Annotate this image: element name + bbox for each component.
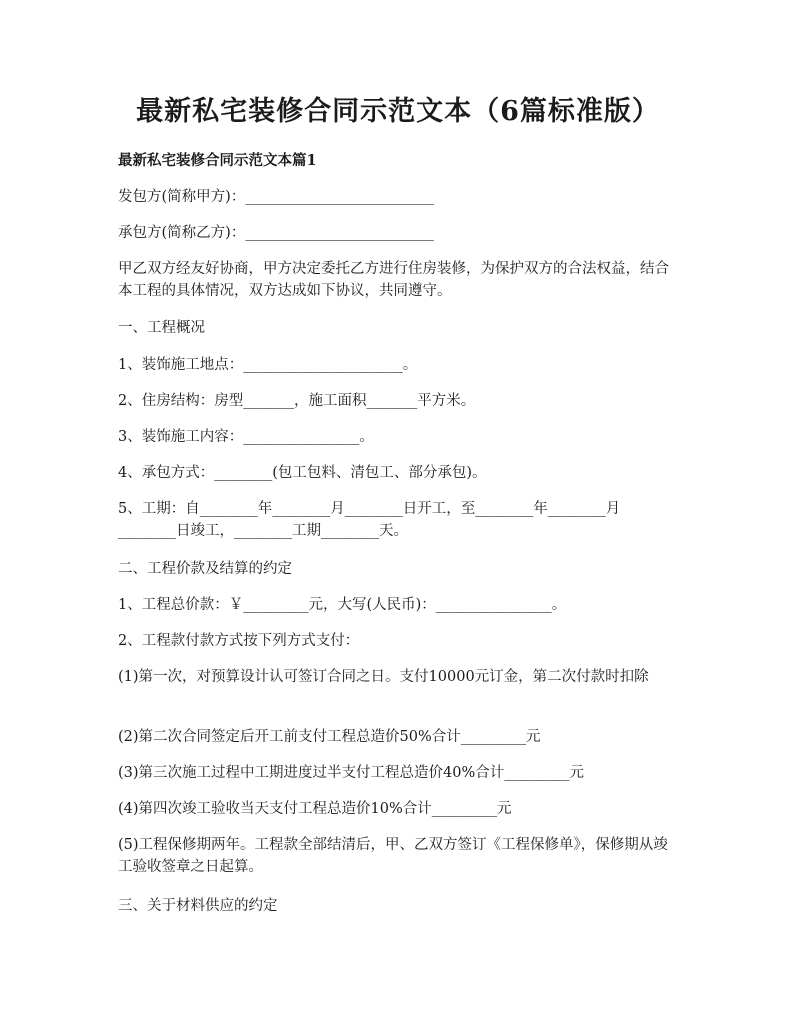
paragraph-party-a: 发包方(简称甲方)：__________________________ [118,189,434,205]
paragraph-contract-method: 4、承包方式：________(包工包料、清包工、部分承包)。 [118,465,487,481]
paragraph-payment-1: (1)第一次，对预算设计认可签订合同之日。支付10000元订金，第二次付款时扣除 [118,669,649,685]
paragraph-party-b: 承包方(简称乙方)：__________________________ [118,225,434,241]
heading-project-overview: 一、工程概况 [118,320,205,336]
paragraph-structure: 2、住房结构：房型_______，施工面积_______平方米。 [118,393,476,409]
paragraph-payment-3: (3)第三次施工过程中工期进度过半支付工程总造价40%合计_________元 [118,765,585,781]
section-title: 最新私宅装修合同示范文本篇1 [118,152,317,169]
heading-price-settlement: 二、工程价款及结算的约定 [118,561,292,577]
document-title: 最新私宅装修合同示范文本（6篇标准版） [136,96,660,127]
paragraph-content: 3、装饰施工内容：________________。 [118,429,374,445]
paragraph-payment-method: 2、工程款付款方式按下列方式支付： [118,633,360,649]
paragraph-location: 1、装饰施工地点：______________________。 [118,357,418,373]
heading-material-supply: 三、关于材料供应的约定 [118,898,278,914]
paragraph-total-price: 1、工程总价款：￥_________元，大写(人民币)：________________。 [118,597,567,613]
paragraph-payment-2: (2)第二次合同签定后开工前支付工程总造价50%合计_________元 [118,729,541,745]
paragraph-duration: 5、工期：自________年________月________日开工，至________年________月________日竣工，________工期________天。 [118,501,621,539]
paragraph-payment-4: (4)第四次竣工验收当天支付工程总造价10%合计_________元 [118,801,512,817]
paragraph-warranty: (5)工程保修期两年。工程款全部结清后，甲、乙双方签订《工程保修单》，保修期从竣工验收签章之日起算。 [118,837,668,875]
paragraph-intro: 甲乙双方经友好协商，甲方决定委托乙方进行住房装修，为保护双方的合法权益，结合本工程的具体情况，双方达成如下协议，共同遵守。 [118,261,669,299]
